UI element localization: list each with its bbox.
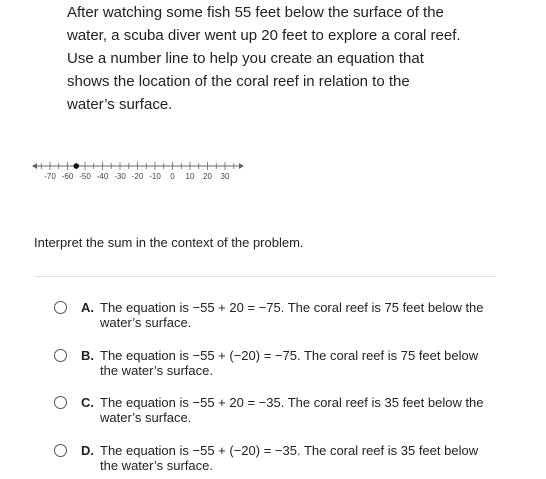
problem-line: After watching some fish 55 feet below the surface of the — [67, 4, 444, 21]
option-text-line: water’s surface. — [100, 410, 192, 425]
option-letter: B. — [81, 348, 94, 363]
option-text-line: the water’s surface. — [100, 458, 213, 473]
option-text-line: The equation is −55 + 20 = −35. The coral reef is 35 feet below the — [100, 395, 484, 410]
problem-line: Use a number line to help you create an equation that — [67, 50, 424, 67]
question-prompt: Interpret the sum in the context of the problem. — [34, 235, 304, 250]
tick-label: -10 — [149, 172, 161, 181]
radio-button-b[interactable] — [54, 349, 67, 362]
number-line — [30, 156, 250, 186]
problem-line: water’s surface. — [67, 96, 173, 113]
tick-label: -60 — [61, 172, 74, 181]
tick-label: 30 — [220, 172, 230, 181]
tick-label: -50 — [79, 172, 91, 181]
option-letter: A. — [81, 300, 94, 315]
tick-label: 0 — [170, 172, 175, 181]
radio-button-c[interactable] — [54, 396, 67, 409]
marked-point — [73, 163, 79, 169]
option-text — [100, 348, 500, 378]
problem-line: water, a scuba diver went up 20 feet to explore a coral reef. — [67, 27, 461, 44]
tick-label: -20 — [131, 172, 144, 181]
right-arrow-icon — [239, 163, 244, 169]
option-text — [100, 300, 500, 330]
left-arrow-icon — [32, 163, 37, 169]
tick-label: -40 — [96, 172, 109, 181]
option-text — [100, 395, 500, 425]
tick-label: -30 — [114, 172, 126, 181]
problem-line: shows the location of the coral reef in relation to the — [67, 73, 410, 90]
option-text-line: The equation is −55 + (−20) = −35. The coral reef is 35 feet below — [100, 443, 479, 458]
option-text — [100, 443, 500, 473]
option-text-line: water’s surface. — [100, 315, 192, 330]
option-text-line: the water’s surface. — [100, 363, 213, 378]
option-text-line: The equation is −55 + (−20) = −75. The coral reef is 75 feet below — [100, 348, 479, 363]
radio-button-d[interactable] — [54, 444, 67, 457]
option-letter: D. — [81, 443, 94, 458]
tick-label: 10 — [185, 172, 195, 181]
tick-label: 20 — [203, 172, 212, 181]
option-letter: C. — [81, 395, 94, 410]
tick-label: -70 — [44, 172, 56, 181]
option-text-line: The equation is −55 + 20 = −75. The coral reef is 75 feet below the — [100, 300, 484, 315]
radio-button-a[interactable] — [54, 301, 67, 314]
divider — [34, 276, 496, 277]
problem-statement — [67, 1, 487, 116]
